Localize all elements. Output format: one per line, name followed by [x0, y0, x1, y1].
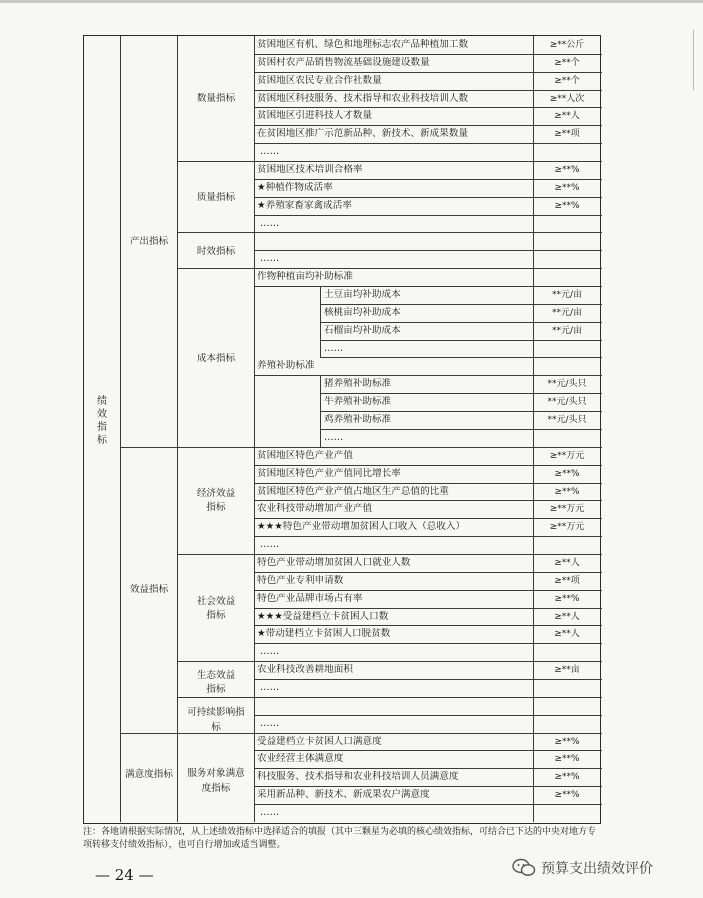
row-line [254, 536, 602, 537]
value-cell: **元/头只 [547, 379, 587, 390]
indicator-cell: 作物种植亩均补助标准 [257, 271, 353, 283]
group-line [177, 268, 602, 269]
col-line [177, 36, 178, 822]
indicator-cell: …… [260, 539, 280, 551]
row-line [320, 304, 602, 305]
value-cell: ≥**% [554, 754, 580, 765]
indicator-cell: 贫困地区技术培训合格率 [257, 164, 363, 176]
group-sustain: 可持续影响指标 [187, 707, 245, 733]
value-cell: ≥**人 [554, 611, 580, 622]
value-cell: ≥**% [554, 790, 580, 801]
indicator-cell: 特色产业专利申请数 [257, 574, 344, 586]
row-line [254, 125, 602, 126]
indicator-cell: 牛养殖补助标准 [324, 396, 392, 408]
value-cell: ≥**% [554, 200, 580, 211]
value-cell: ≥**公斤 [549, 40, 585, 50]
indicator-cell: 贫困地区特色产业产值 [257, 449, 353, 461]
row-line [254, 286, 602, 287]
group-line [177, 161, 602, 162]
performance-indicator-table [83, 35, 601, 824]
indicator-cell: …… [260, 681, 280, 693]
group-service: 服务对象满意度指标 [187, 768, 245, 794]
indicator-cell: 贫困地区科技服务、技术指导和农业科技培训人数 [257, 92, 469, 104]
col-line [254, 36, 255, 822]
indicator-cell: …… [260, 146, 280, 158]
value-cell: ≥**万元 [549, 522, 585, 533]
indicator-cell: 农业科技带动增加产业产值 [257, 503, 373, 515]
value-cell: ≥**% [554, 468, 580, 479]
indicator-cell: …… [260, 806, 280, 818]
indicator-cell: 养殖补助标准 [257, 360, 315, 372]
cat-performance: 绩效指标 [97, 396, 107, 446]
scan-mark [693, 30, 694, 90]
subcol-line [320, 286, 321, 357]
indicator-cell: ★带动建档立卡贫困人口脱贫数 [257, 628, 391, 640]
category-line [120, 447, 602, 448]
indicator-cell: 特色产业带动增加贫困人口就业人数 [257, 556, 411, 568]
indicator-cell: 贫困地区农民专业合作社数量 [257, 74, 382, 86]
row-line [254, 483, 602, 484]
value-cell: ≥**亩 [554, 665, 580, 676]
wechat-watermark [512, 858, 653, 878]
indicator-cell: 受益建档立卡贫困人口满意度 [257, 735, 382, 747]
watermark-text: 预算支出绩效评价 [541, 861, 653, 877]
value-cell: ≥**% [554, 593, 580, 604]
indicator-cell: 采用新品种、新技术、新成果农户满意度 [257, 789, 430, 801]
indicator-cell: 贫困地区有机、绿色和地理标志农产品种植加工数 [257, 39, 469, 50]
indicator-cell: …… [324, 431, 344, 443]
group-quality: 质量指标 [196, 192, 236, 203]
row-line [320, 357, 602, 358]
group-quantity: 数量指标 [196, 93, 236, 104]
scan-edge [0, 0, 703, 3]
row-line [254, 215, 602, 216]
group-social: 社会效益指标 [196, 596, 236, 621]
row-line [254, 143, 602, 144]
subcol-line [320, 375, 321, 446]
row-line [254, 625, 602, 626]
row-line [254, 197, 602, 198]
indicator-cell: 科技服务、技术指导和农业科技培训人员满意度 [257, 771, 459, 783]
group-time: 时效指标 [196, 246, 236, 257]
cat-satisfaction: 满意度指标 [125, 769, 173, 780]
row-line [254, 465, 602, 466]
row-line [254, 518, 602, 519]
cat-output: 产出指标 [129, 236, 169, 247]
indicator-cell: 核桃亩均补助成本 [324, 306, 401, 318]
row-line [320, 340, 602, 341]
group-eco: 生态效益指标 [196, 670, 236, 695]
indicator-cell: …… [324, 342, 344, 354]
value-cell: ≥**% [554, 165, 580, 176]
indicator-cell: 贫困地区特色产业产值同比增长率 [257, 467, 401, 479]
value-cell: ≥**% [554, 736, 580, 747]
cat-benefit: 效益指标 [129, 584, 169, 595]
row-line [254, 90, 602, 91]
value-cell: **元/头只 [547, 397, 587, 408]
value-cell: **元/亩 [551, 325, 583, 336]
indicator-cell: 鸡养殖补助标准 [324, 414, 392, 426]
indicator-cell: 石榴亩均补助成本 [324, 324, 401, 336]
indicator-cell: 贫困地区引进科技人才数量 [257, 110, 373, 122]
indicator-cell: …… [260, 646, 280, 658]
value-cell: **元/亩 [551, 307, 583, 318]
row-line [254, 72, 602, 73]
indicator-cell: …… [260, 217, 280, 229]
value-cell: **元/头只 [547, 415, 587, 426]
value-cell: ≥**个 [554, 75, 580, 86]
indicator-cell: 在贫困地区推广示范新品种、新技术、新成果数量 [257, 128, 469, 140]
row-line [254, 54, 602, 55]
indicator-cell: 猪养殖补助标准 [324, 378, 392, 390]
row-line [254, 768, 602, 769]
value-cell: ≥**人 [554, 111, 580, 122]
row-line [254, 590, 602, 591]
value-cell: ≥**万元 [549, 504, 585, 515]
row-line [320, 429, 602, 430]
category-line [120, 733, 602, 734]
value-cell: ≥**% [554, 486, 580, 497]
group-economic: 经济效益指标 [196, 488, 236, 513]
indicator-cell: ★★★受益建档立卡贫困人口数 [257, 610, 389, 622]
page-number: — 24 — [95, 866, 154, 884]
group-line [177, 232, 602, 233]
row-line [254, 250, 602, 251]
row-line [254, 643, 602, 644]
indicator-cell: 贫困村农产品销售物流基础设施建设数量 [257, 56, 430, 68]
row-line [254, 375, 602, 376]
value-cell: ≥**个 [554, 57, 580, 68]
value-cell: ≥**人次 [549, 93, 585, 104]
row-line [254, 500, 602, 501]
indicator-cell: ★种植作物成活率 [257, 181, 333, 193]
value-cell: ≥**项 [554, 575, 580, 586]
value-cell: ≥**% [554, 772, 580, 783]
row-line [320, 322, 602, 323]
indicator-cell: …… [260, 717, 280, 729]
row-line [254, 715, 602, 716]
group-line [177, 661, 602, 662]
row-line [254, 179, 602, 180]
row-line [254, 804, 602, 805]
indicator-cell: 农业科技改善耕地面积 [257, 664, 353, 676]
indicator-cell: ★养殖家畜家禽成活率 [257, 199, 352, 211]
group-cost: 成本指标 [196, 353, 236, 364]
indicator-cell: 农业经营主体满意度 [257, 753, 344, 765]
value-cell: ≥**项 [554, 129, 580, 140]
row-line [254, 750, 602, 751]
row-line [320, 393, 602, 394]
row-line [254, 679, 602, 680]
indicator-cell: 特色产业品牌市场占有率 [257, 592, 363, 604]
row-line [254, 107, 602, 108]
group-line [177, 697, 602, 698]
col-line [120, 36, 121, 822]
indicator-cell: ★★★特色产业带动增加贫困人口收入（总收入） [257, 521, 466, 533]
row-line [254, 608, 602, 609]
value-cell: ≥**万元 [549, 450, 585, 461]
row-line [320, 411, 602, 412]
wechat-icon [512, 858, 536, 878]
indicator-cell: …… [260, 253, 280, 265]
row-line [254, 786, 602, 787]
value-cell: ≥**人 [554, 629, 580, 640]
group-line [177, 554, 602, 555]
row-line [254, 572, 602, 573]
indicator-cell: 贫困地区特色产业产值占地区生产总值的比重 [257, 485, 449, 497]
table-note: 注：各地请根据实际情况，从上述绩效指标中选择适合的填报（其中三颗星为必填的核心绩效指标，可结合已下达的中央对地方专项转移支付绩效指标），也可自行增加或适当调整。 [83, 827, 597, 850]
indicator-cell: 土豆亩均补助成本 [324, 289, 401, 301]
value-cell: **元/亩 [551, 290, 583, 301]
value-cell: ≥**% [554, 182, 580, 193]
value-cell: ≥**人 [554, 557, 580, 568]
